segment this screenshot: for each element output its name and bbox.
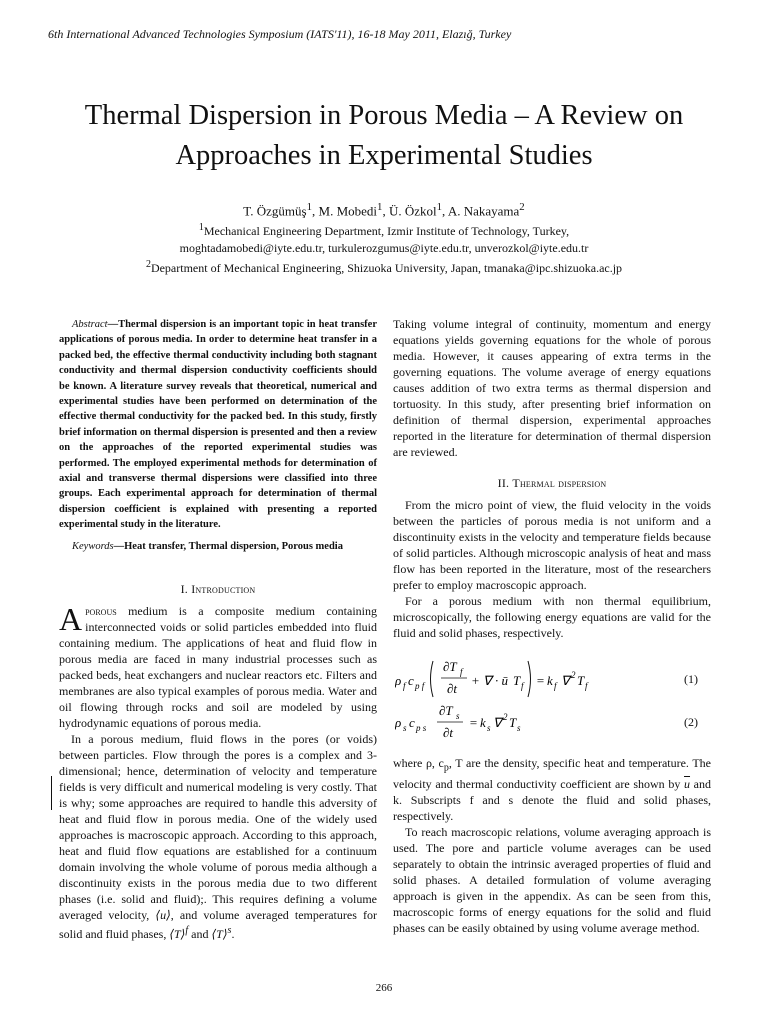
svg-text:=: = [469,715,478,730]
section-title: Thermal dispersion [512,476,607,490]
svg-text:2: 2 [503,712,508,722]
svg-text:+ ∇ · ū: + ∇ · ū [471,673,508,688]
paragraph-text: Taking volume integral of continuity, momentum and energy equations yields governing equations for the whole of porous media. However, it causes appearing of extra terms in the governing equations. The volume average of energy equations causes addition of two extra terms as thermal dispersion and tortuosity. In this study, after presenting brief information on definition of thermal dispersion, experimental approaches reported in the literature for determination of thermal dispersion are reviewed. [393,317,711,459]
solid-temp-symbol: ⟨T⟩ [211,927,228,941]
author-name: M. Mobedi [318,203,378,219]
title-line-1: Thermal Dispersion in Porous Media – A Review on [84,100,684,131]
svg-text:∂T: ∂T [443,659,457,674]
intro-paragraph-2 [59,731,377,942]
paragraph-where [393,755,711,824]
svg-text:f: f [585,681,588,691]
svg-text:f: f [460,667,463,677]
svg-text:s: s [487,723,491,733]
paragraph-text: , and volume averaged temperatures for solid and fluid phases, [59,908,377,941]
equation-2 [395,703,545,747]
right-intro [393,316,711,460]
affiliation-text: Mechanical Engineering Department, Izmir Institute of Technology, Turkey, [203,224,570,238]
section-title: Introduction [191,582,256,596]
change-bar [51,788,52,810]
svg-text:ρ: ρ [395,673,402,688]
svg-text:∇: ∇ [561,673,570,688]
paragraph-text: For a porous medium with non thermal equilibrium, microscopically, the following energy equations are valid for the fluid and solid phases, respectively. [393,594,711,640]
svg-text:s: s [456,711,460,721]
affiliation-text: Department of Mechanical Engineering, Shizuoka University, Japan, tmanaka@ipc.shizuoka.ac.jp [150,261,623,275]
section-2-heading [393,476,711,491]
author-sup: 1 [306,201,313,213]
conference-header: 6th International Advanced Technologies Symposium (IATS'11), 16-18 May 2011, Elazığ, Turkey [48,27,512,41]
svg-text:c: c [408,673,414,688]
author-list: T. Özgümüş$^1$, M. Mobedi$^1$, Ü. Özkol$^1$, A. Nakayama$^2$ [243,201,525,219]
math-sup: s [227,925,232,936]
paragraph-text: , T are the density, specific heat and temperature. The velocity and thermal conductivity coefficient are shown by [393,756,711,792]
keywords [59,541,377,552]
svg-text:k: k [547,673,553,688]
affiliation-sup: 1 [198,222,204,233]
affiliation-1 [0,222,768,239]
svg-text:f: f [554,681,557,691]
author-name: Ü. Özkol [388,203,437,219]
section-2-body [393,497,711,641]
math-sup: f [185,925,189,936]
svg-text:T: T [513,673,521,688]
svg-text:∇: ∇ [493,715,502,730]
affiliation-sup: 2 [145,259,151,270]
keywords-label: Keywords [72,541,114,552]
intro-paragraph-1 [59,603,377,731]
abstract-text: —Thermal dispersion is an important topic in heat transfer applications of porous media. In order to determine heat transfer in a packed bed, the effective thermal conductivity including both stagnant conductivity and thermal dispersion conductivity coefficients should be known. A literature survey reveals that theoretical, numerical and experimental studies have been performed on determination of the effective thermal conductivity for the packed bed. In this study, firstly brief information on thermal dispersion is presented and then a review on the approaches of the reported experimental studies was performed. The employed experimental methods for determination of axial and transverse thermal dispersions were classified into three groups. Each experimental approach for determination of thermal dispersion coefficient is explained with presenting a reported experimental study in the literature. [59,319,377,531]
abstract [59,317,377,533]
title-line-2: Approaches in Experimental Studies [175,140,593,171]
drop-cap: A [59,601,83,637]
section-number: I. [180,582,189,596]
page-number: 266 [375,982,393,994]
svg-text:T: T [577,673,585,688]
svg-text:=: = [536,673,545,688]
section-2-body-cont [393,755,711,936]
section-number: II. [497,476,510,490]
svg-text:p f: p f [415,681,425,691]
svg-text:p s: p s [416,723,427,733]
svg-text:2: 2 [571,670,576,680]
author-name: A. Nakayama [447,203,520,219]
author-sup: 1 [436,201,443,213]
svg-text:∂t: ∂t [443,725,454,740]
keywords-text: —Heat transfer, Thermal dispersion, Porous media [113,541,343,552]
velocity-symbol: ⟨u⟩ [155,908,171,922]
equation-1-number: (1) [684,672,698,686]
fluid-temp-symbol: ⟨T⟩ [169,927,186,941]
author-sup: 1 [377,201,383,213]
affiliation-1-emails: moghtadamobedi@iyte.edu.tr, turkulerozgumus@iyte.edu.tr, unverozkol@iyte.edu.tr [179,241,589,255]
svg-text:c: c [409,715,415,730]
section-1-heading [59,582,377,597]
introduction-body [59,603,377,942]
math-sub: p [443,762,449,774]
svg-text:s: s [403,723,407,733]
svg-text:k: k [480,715,486,730]
paragraph-text: and [188,927,212,941]
paper-title [0,96,768,176]
svg-text:T: T [509,715,517,730]
svg-text:f: f [521,681,524,691]
abstract-label: Abstract [72,319,108,330]
paragraph-text: In a porous medium, fluid flows in the pores (or voids) between particles. Flow through the pores is a complex and 3-dimensional; hence, determination of velocity and temperature fields is very difficult and numerical modeling is very costly. That is why; some approaches are required to handle this adversity of heat and fluid flow in porous media. One of the widely used approaches is macroscopic approach. According to this approach, heat and fluid flow equations are established for a continuum domain involving the whole volume of porous media although a discontinuity exists in the porous media due to two different phases (i.e. solid and fluid);. This requires defining a volume averaged velocity, [59,732,377,922]
svg-text:∂t: ∂t [447,681,458,696]
paragraph-text: where ρ, c [393,756,444,770]
author-name: T. Özgümüş [243,203,307,219]
author-sup: 2 [519,201,525,213]
paragraph-text: medium is a composite medium containing interconnected voids or solid particles embedded into fluid containing medium. The applications of heat and fluid flow in porous media are faced in many industrial processes such as packed beds, heat exchangers and nuclear reactors etc. Filters and membranes are also typical examples of porous media. Water and oil flowing through rocks and soil are modeled by using hydrodynamic equations of porous media. [59,604,377,730]
equation-1 [395,653,605,705]
svg-text:s: s [517,723,521,733]
paragraph-text: and k. Subscripts f and s denote the fluid and solid phases, respectively. [393,777,712,824]
svg-text:f: f [403,681,406,691]
paragraph-text: From the micro point of view, the fluid velocity in the voids between the particles of porous media is not uniform and a discontinuity exists in the velocity and temperature fields because of solid particles. Although microscopic analysis of heat and mass flow has been reported in the literature, most of the researchers prefer to employ macroscopic approach. [393,498,711,592]
paragraph-text: . [231,927,235,941]
svg-text:∂T: ∂T [439,703,453,718]
paragraph-text: To reach macroscopic relations, volume averaging approach is used. The pore and particle volume averages can be used separately to obtain the intrinsic averaged properties of fluid and solid phases. A detailed formulation of volume averaging approach is given in the appendix. As can be seen from this, macroscopic forms of energy equations for the solid and fluid phases can be easily obtained by using volume average method. [393,825,711,936]
velocity-vector-symbol: $\overline{u}$ [684,777,691,792]
equation-2-number: (2) [684,715,698,729]
lead-word: porous [85,604,117,618]
affiliation-2 [0,259,768,276]
svg-text:ρ: ρ [395,715,402,730]
